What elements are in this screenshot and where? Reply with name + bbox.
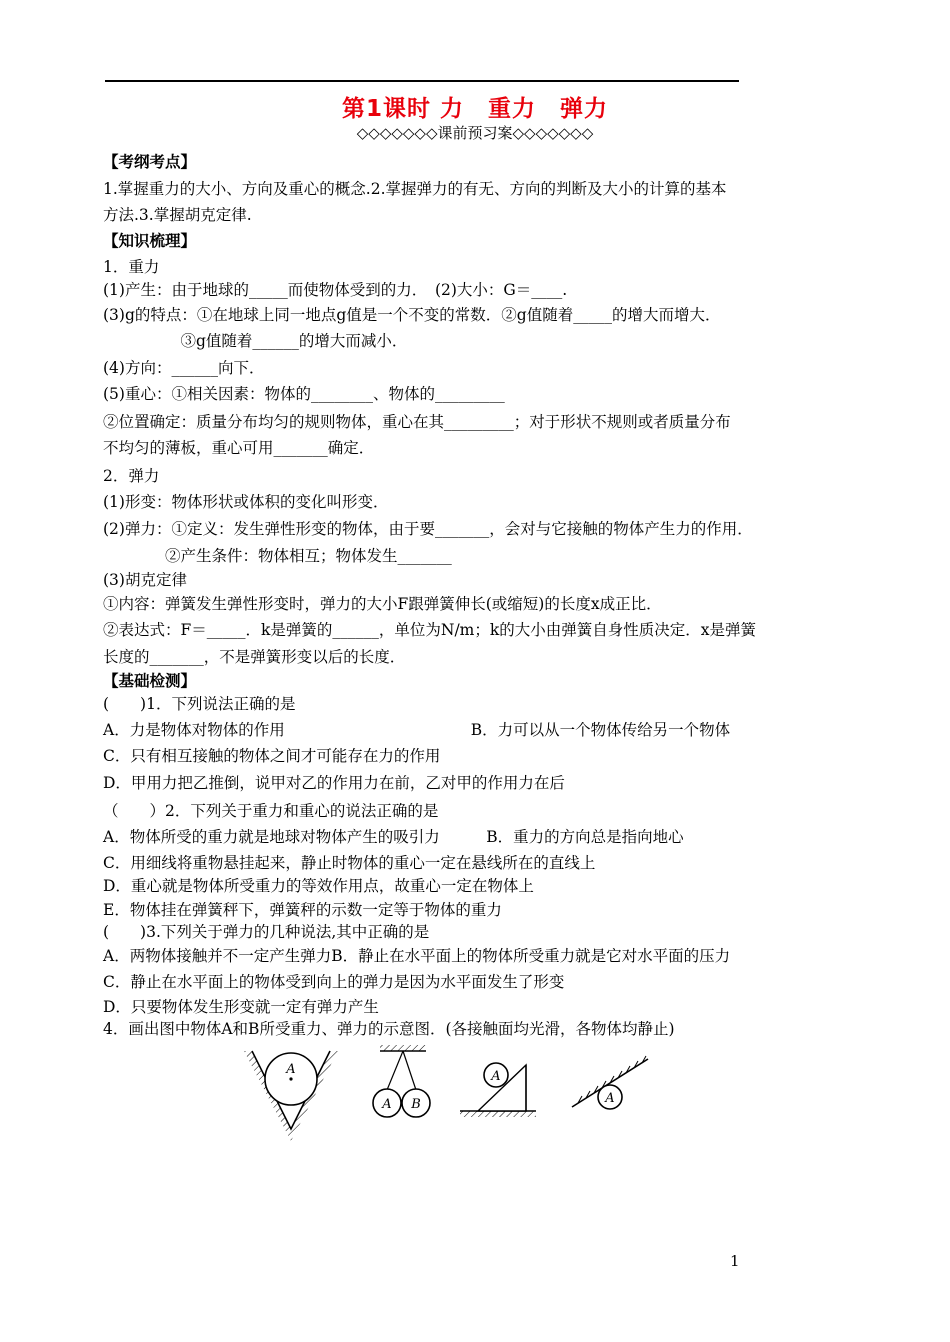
knowledge-line: ①内容：弹簧发生弹性形变时，弹力的大小F跟弹簧伸长(或缩短)的长度x成正比． xyxy=(103,595,662,613)
header-rule xyxy=(105,80,739,82)
knowledge-line: (1)产生：由于地球的_____而使物体受到的力． (2)大小：G＝____. xyxy=(103,281,568,299)
ball-a-label: A xyxy=(605,1091,615,1106)
knowledge-line: 2．弹力 xyxy=(103,467,160,485)
outline-line: 方法.3.掌握胡克定律. xyxy=(103,206,252,224)
question-line: C．用细线将重物悬挂起来，静止时物体的重心一定在悬线所在的直线上 xyxy=(103,854,596,872)
question-line: A．两物体接触并不一定产生弹力B．静止在水平面上的物体所受重力就是它对水平面的压力 xyxy=(103,947,731,965)
section-subtitle: ◇◇◇◇◇◇◇课前预习案◇◇◇◇◇◇◇ xyxy=(356,124,594,142)
ball-b-label: B xyxy=(411,1097,421,1112)
figure-inclined-ceiling xyxy=(568,1045,653,1120)
heading-outline: 【考纲考点】 xyxy=(103,153,197,171)
knowledge-line: (2)弹力：①定义：发生弹性形变的物体，由于要_______，会对与它接触的物体产生力的作用． xyxy=(103,520,753,538)
knowledge-line: ②产生条件：物体相互；物体发生_______ xyxy=(103,547,452,565)
question-line: C．只有相互接触的物体之间才可能存在力的作用 xyxy=(103,747,441,765)
heading-knowledge: 【知识梳理】 xyxy=(103,232,197,250)
knowledge-line: (5)重心：①相关因素：物体的________、物体的_________ xyxy=(103,385,505,403)
knowledge-line: 长度的_______，不是弹簧形变以后的长度． xyxy=(103,648,406,666)
figure-incline xyxy=(458,1045,538,1120)
question-line: D．只要物体发生形变就一定有弹力产生 xyxy=(103,998,379,1016)
question-line: D．甲用力把乙推倒，说甲对乙的作用力在前，乙对甲的作用力在后 xyxy=(103,774,565,792)
knowledge-line: ②表达式：F＝_____．k是弹簧的______，单位为N/m；k的大小由弹簧自身性质决定．x是弹簧 xyxy=(103,621,757,639)
question-line: ( )3.下列关于弹力的几种说法,其中正确的是 xyxy=(103,923,430,941)
outline-line: 1.掌握重力的大小、方向及重心的概念.2.掌握弹力的有无、方向的判断及大小的计算的基本 xyxy=(103,180,727,198)
knowledge-line: 不均匀的薄板，重心可用_______确定． xyxy=(103,439,375,457)
knowledge-line: 1．重力 xyxy=(103,258,160,276)
ball-a-label: A xyxy=(286,1062,296,1077)
figure-v-groove xyxy=(244,1045,339,1145)
question-line: 4．画出图中物体A和B所受重力、弹力的示意图．(各接触面均光滑，各物体均静止) xyxy=(103,1020,675,1038)
knowledge-line: ③g值随着______的增大而减小． xyxy=(103,332,408,350)
heading-basic: 【基础检测】 xyxy=(103,672,197,690)
question-line: E．物体挂在弹簧秤下，弹簧秤的示数一定等于物体的重力 xyxy=(103,901,502,919)
knowledge-line: (1)形变：物体形状或体积的变化叫形变． xyxy=(103,493,389,511)
question-line: ( )1．下列说法正确的是 xyxy=(103,695,296,713)
knowledge-line: (4)方向：______向下． xyxy=(103,359,265,377)
lesson-title: 第1课时 力 重力 弹力 xyxy=(341,96,608,122)
question-line: C．静止在水平面上的物体受到向上的弹力是因为水平面发生了形变 xyxy=(103,973,565,991)
ball-a-label: A xyxy=(382,1097,392,1112)
question-line: D．重心就是物体所受重力的等效作用点，故重心一定在物体上 xyxy=(103,877,534,895)
figure-hanging-balls xyxy=(368,1045,438,1120)
ball-a-label: A xyxy=(491,1069,501,1084)
page-number: 1 xyxy=(730,1252,740,1270)
question-line: A．力是物体对物体的作用 B．力可以从一个物体传给另一个物体 xyxy=(103,721,731,739)
question-line: （ ）2．下列关于重力和重心的说法正确的是 xyxy=(103,802,439,820)
question-line: A．物体所受的重力就是地球对物体产生的吸引力 B．重力的方向总是指向地心 xyxy=(103,828,684,846)
knowledge-line: (3)g的特点：①在地球上同一地点g值是一个不变的常数．②g值随着_____的增大而增大． xyxy=(103,306,721,324)
knowledge-line: (3)胡克定律 xyxy=(103,571,187,589)
knowledge-line: ②位置确定：质量分布均匀的规则物体，重心在其_________；对于形状不规则或者质量分布 xyxy=(103,413,731,431)
